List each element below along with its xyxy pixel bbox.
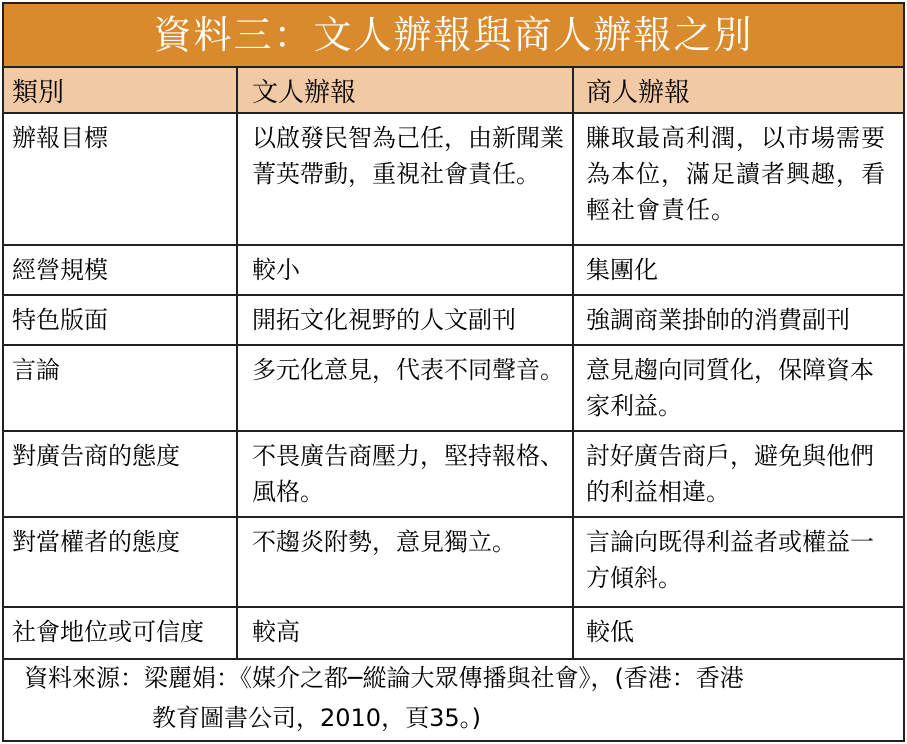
literati-cell: 以啟發民智為己任，由新聞業菁英帶動，重視社會責任。 (237, 113, 573, 245)
row-label: 經營規模 (4, 245, 237, 295)
row-label: 言論 (4, 345, 237, 431)
document-title: 資料三：文人辦報與商人辦報之別 (4, 4, 903, 68)
literati-cell: 多元化意見，代表不同聲音。 (237, 345, 573, 431)
literati-cell: 不畏廣告商壓力，堅持報格、風格。 (237, 431, 573, 517)
row-label: 對當權者的態度 (4, 517, 237, 607)
table-row (4, 245, 903, 295)
comparison-table (4, 68, 903, 660)
literati-cell: 較高 (237, 607, 573, 659)
header-literati-newspaper: 文人辦報 (237, 68, 573, 113)
source-line-2: 教育圖書公司，2010，頁35。) (152, 704, 481, 732)
header-category: 類別 (4, 68, 237, 113)
row-label: 辦報目標 (4, 113, 237, 245)
table-row (4, 431, 903, 517)
merchant-cell: 集團化 (573, 245, 903, 295)
literati-cell: 較小 (237, 245, 573, 295)
table-row (4, 295, 903, 345)
source-line-1: 資料來源：梁麗娟：《媒介之都─縱論大眾傳播與社會》，(香港：香港 (24, 664, 744, 692)
merchant-cell: 言論向既得利益者或權益一方傾斜。 (573, 517, 903, 607)
row-label: 特色版面 (4, 295, 237, 345)
table-row (4, 345, 903, 431)
merchant-cell: 討好廣告商戶，避免與他們的利益相違。 (573, 431, 903, 517)
literati-cell: 開拓文化視野的人文副刊 (237, 295, 573, 345)
row-label: 對廣告商的態度 (4, 431, 237, 517)
table-header-row (4, 68, 903, 113)
literati-cell: 不趨炎附勢，意見獨立。 (237, 517, 573, 607)
merchant-cell: 賺取最高利潤，以市場需要為本位，滿足讀者興趣，看輕社會責任。 (573, 113, 903, 245)
header-merchant-newspaper: 商人辦報 (573, 68, 903, 113)
merchant-cell: 意見趨向同質化，保障資本家利益。 (573, 345, 903, 431)
document-frame (2, 2, 905, 742)
table-row (4, 113, 903, 245)
row-label: 社會地位或可信度 (4, 607, 237, 659)
source-citation (4, 658, 903, 738)
merchant-cell: 強調商業掛帥的消費副刊 (573, 295, 903, 345)
table-row (4, 607, 903, 659)
table-row (4, 517, 903, 607)
merchant-cell: 較低 (573, 607, 903, 659)
